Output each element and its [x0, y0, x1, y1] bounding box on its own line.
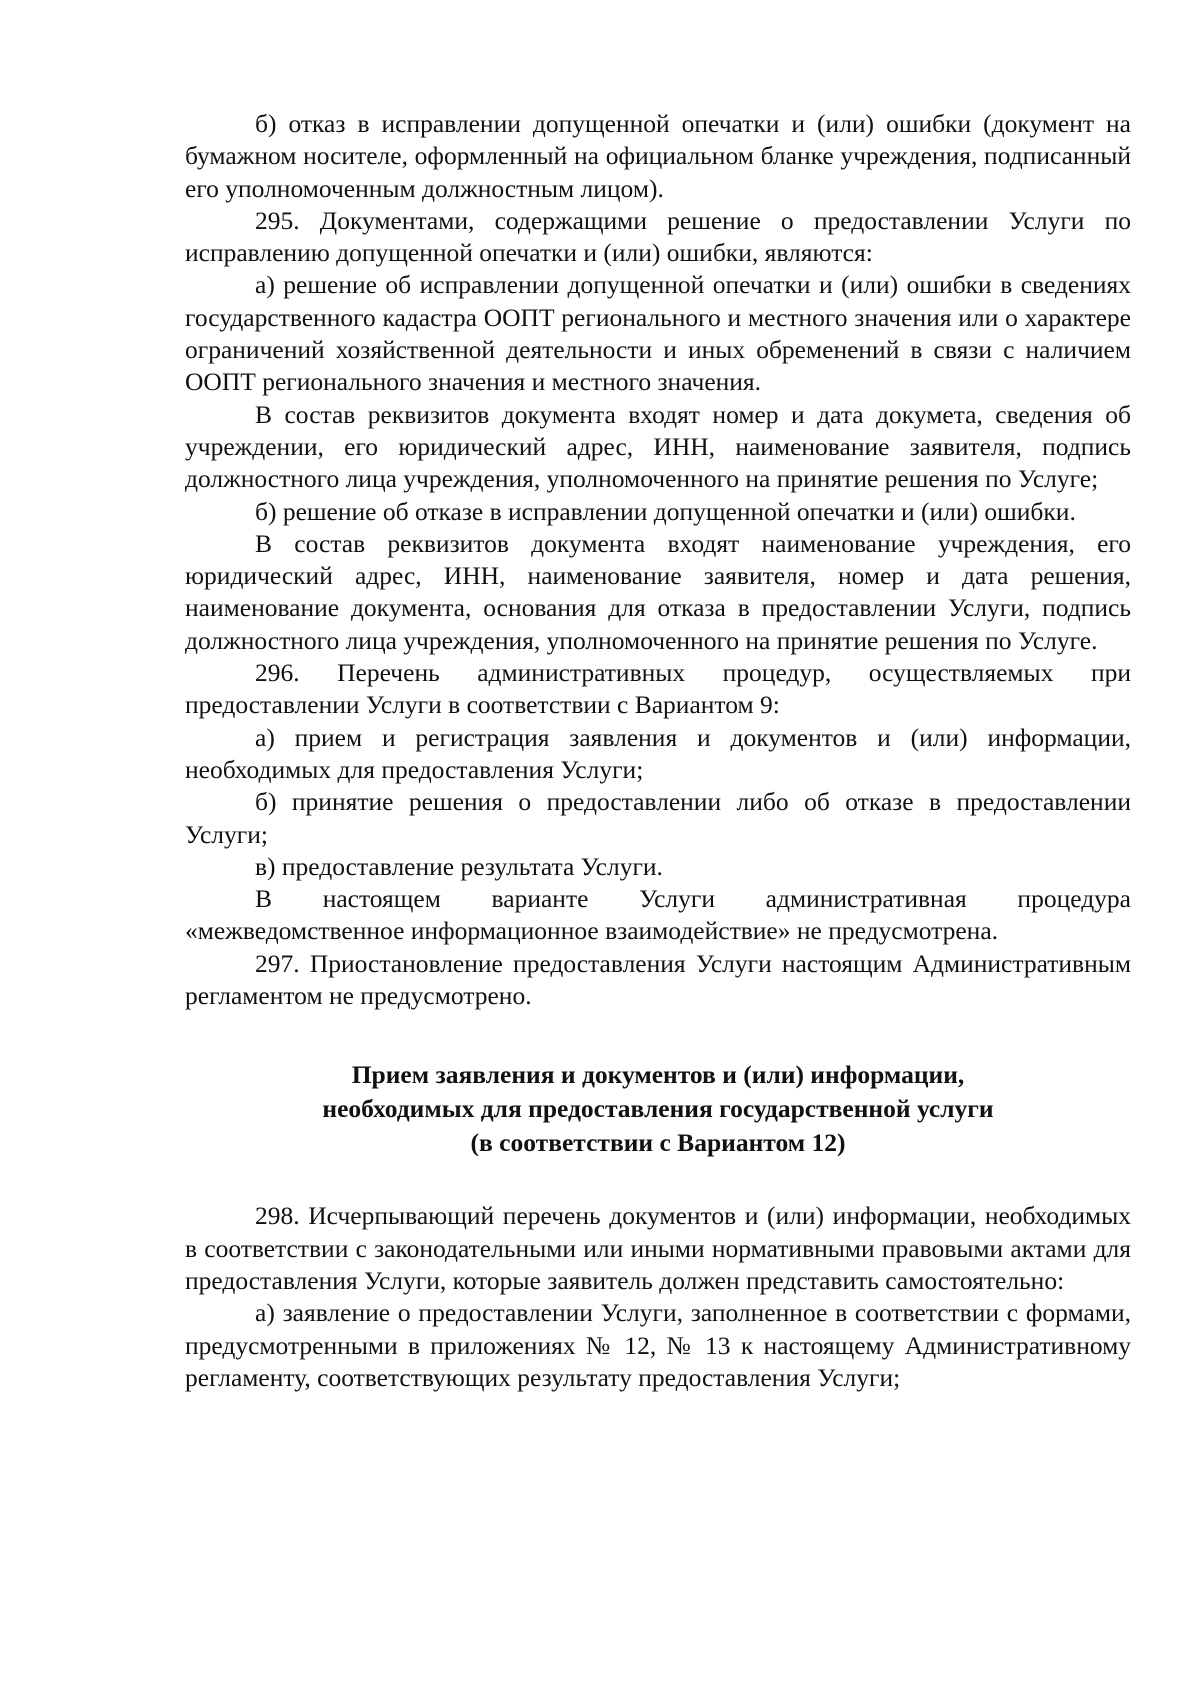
paragraph-295: 295. Документами, содержащими решение о предоставлении Услуги по исправлению допущенной опечатки и (или) ошибки, являются: — [185, 205, 1131, 268]
paragraph-295-b: б) решение об отказе в исправлении допущенной опечатки и (или) ошибки. — [255, 496, 1076, 526]
paragraph-296: 296. Перечень административных процедур, осуществляемых при предоставлении Услуги в соответствии с Вариантом 9: — [185, 658, 1131, 720]
paragraph-296-b: б) принятие решения о предоставлении либо об отказе в предоставлении Услуги; — [185, 787, 1131, 849]
section-heading-line-2: необходимых для предоставления государственной услуги — [322, 1094, 994, 1124]
paragraph-296-c: в) предоставление результата Услуги. — [255, 851, 663, 881]
paragraph-298-a: а) заявление о предоставлении Услуги, заполненное в соответствии с формами, предусмотренными в приложениях № 12, № 13 к настоящему Административному регламенту, соответствующих результату предоставления Услуги; — [185, 1298, 1131, 1392]
section-heading-line-1: Прием заявления и документов и (или) информации, — [351, 1060, 965, 1090]
section-heading — [185, 1058, 1131, 1160]
paragraph-296-note: В настоящем варианте Услуги административная процедура «межведомственное информационное взаимодействие» не предусмотрена. — [185, 884, 1131, 946]
paragraph-295-b-requisites: В состав реквизитов документа входят наименование учреждения, его юридический адрес, ИНН, наименование заявителя, номер и дата решения, наименование документа, основания для отказа в предоставлении Услуги, подпись должностного лица учреждения, уполномоченного на принятие решения по Услуге. — [185, 528, 1131, 655]
paragraph-297: 297. Приостановление предоставления Услуги настоящим Административным регламентом не предусмотрено. — [185, 948, 1131, 1011]
paragraph-298: 298. Исчерпывающий перечень документов и (или) информации, необходимых в соответствии с законодательными или иными нормативными правовыми актами для предоставления Услуги, которые заявитель должен представить самостоятельно: — [185, 1201, 1131, 1295]
paragraph-295-a: а) решение об исправлении допущенной опечатки и (или) ошибки в сведениях государственного кадастра ООПТ регионального и местного значения или о характере ограничений хозяйственной деятельности и иных обременений в связи с наличием ООПТ регионального значения и местного значения. — [185, 270, 1131, 397]
document-body — [185, 108, 1131, 1394]
section-heading-line-3: (в соответствии с Вариантом 12) — [470, 1128, 846, 1158]
paragraph-296-a: а) прием и регистрация заявления и документов и (или) информации, необходимых для предоставления Услуги; — [185, 722, 1131, 784]
paragraph-295-a-requisites: В состав реквизитов документа входят номер и дата докумета, сведения об учреждении, его юридический адрес, ИНН, наименование заявителя, подпись должностного лица учреждения, уполномоченного на принятие решения по Услуге; — [185, 399, 1131, 494]
paragraph-refusal-correction: б) отказ в исправлении допущенной опечатки и (или) ошибки (документ на бумажном носителе, оформленный на официальном бланке учреждения, подписанный его уполномоченным должностным лицом). — [185, 109, 1131, 203]
